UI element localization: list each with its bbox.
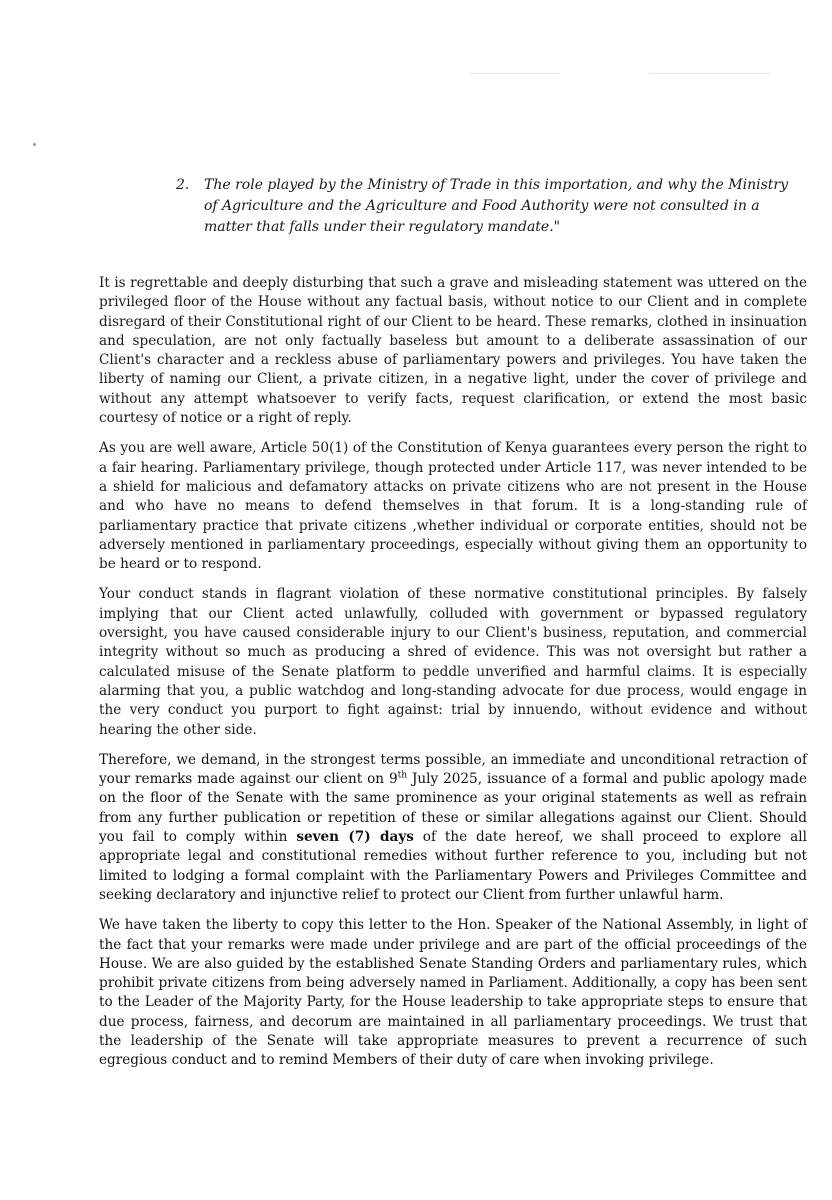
letter-body [99,274,807,1082]
list-number: 2. [176,177,190,193]
deadline-emphasis: seven (7) days [296,829,414,846]
quoted-item-2 [176,175,796,238]
quoted-item-text: The role played by the Ministry of Trade in this importation, and why the Ministry of Agriculture and the Agriculture and Food Authority were not consulted in a matter that falls under their regulatory mandate." [204,177,789,235]
paragraph-article-50: As you are well aware, Article 50(1) of the Constitution of Kenya guarantees every person the right to a fair hearing. Parliamentary privilege, though protected under Article 117, was never intended to be a shield for malicious and defamatory attacks on private citizens who are not present in the House and who have no means to defend themselves in that forum. It is a long-standing rule of parliamentary practice that private citizens ,whether individual or corporate entities, should not be adversely mentioned in parliamentary proceedings, especially without giving them an opportunity to be heard or to respond. [99,440,807,573]
demand-text-part1: Therefore, we demand, in the strongest terms possible, an immediate and unconditional retraction of your remarks made against our client on 9 [99,751,807,788]
demand-text-part3: of the date hereof, we shall proceed to explore all appropriate legal and constitutional remedies without further reference to you, including but not limited to lodging a formal complaint with the Parliamentary Powers and Privileges Committee and seeking declaratory and injunctive relief to protect our Client from further unlawful harm. [99,829,807,903]
demand-text-part2: July 2025, issuance of a formal and public apology made on the floor of the Senate with the same prominence as your original statements as well as refrain from any further publication or repetition of these or similar allegations against our Client. Should you fail to comply within [99,771,808,846]
paragraph-regrettable-statement: It is regrettable and deeply disturbing that such a grave and misleading statement was uttered on the privileged floor of the House without any factual basis, without notice to our Client and in complete disregard of their Constitutional right of our Client to be heard. These remarks, clothed in insinuation and speculation, are not only factually baseless but amount to a deliberate assassination of our Client's character and a reckless abuse of parliamentary powers and privileges. You have taken the liberty of naming our Client, a private citizen, in a negative light, under the cover of privilege and without any attempt whatsoever to verify facts, request clarification, or extend the most basic courtesy of notice or a right of reply. [99,275,807,427]
paragraph-conduct-violation: Your conduct stands in flagrant violation of these normative constitutional principles. By falsely implying that our Client acted unlawfully, colluded with government or bypassed regulatory oversight, you have caused considerable injury to our Client's business, reputation, and commercial integrity without so much as producing a shred of evidence. This was not oversight but rather a calculated misuse of the Senate platform to peddle unverified and harmful claims. It is especially alarming that you, a public watchdog and long-standing advocate for due process, would engage in the very conduct you purport to fight against: trial by innuendo, without evidence and without hearing the other side. [99,586,807,738]
scan-artifact-line [650,73,770,74]
paragraph-demand-retraction [99,751,807,905]
scan-artifact-line [470,73,560,74]
paragraph-copy-to-speaker: We have taken the liberty to copy this letter to the Hon. Speaker of the National Assembly, in light of the fact that your remarks were made under privilege and are part of the official proceedings of the House. We are also guided by the established Senate Standing Orders and parliamentary rules, which prohibit private citizens from being adversely named in Parliament. Additionally, a copy has been sent to the Leader of the Majority Party, for the House leadership to take appropriate steps to ensure that due process, fairness, and decorum are maintained in all parliamentary proceedings. We trust that the leadership of the Senate will take appropriate measures to prevent a recurrence of such egregious conduct and to remind Members of their duty of care when invoking privilege. [99,917,807,1069]
scan-speck [33,143,36,146]
ordinal-suffix: th [397,770,408,781]
